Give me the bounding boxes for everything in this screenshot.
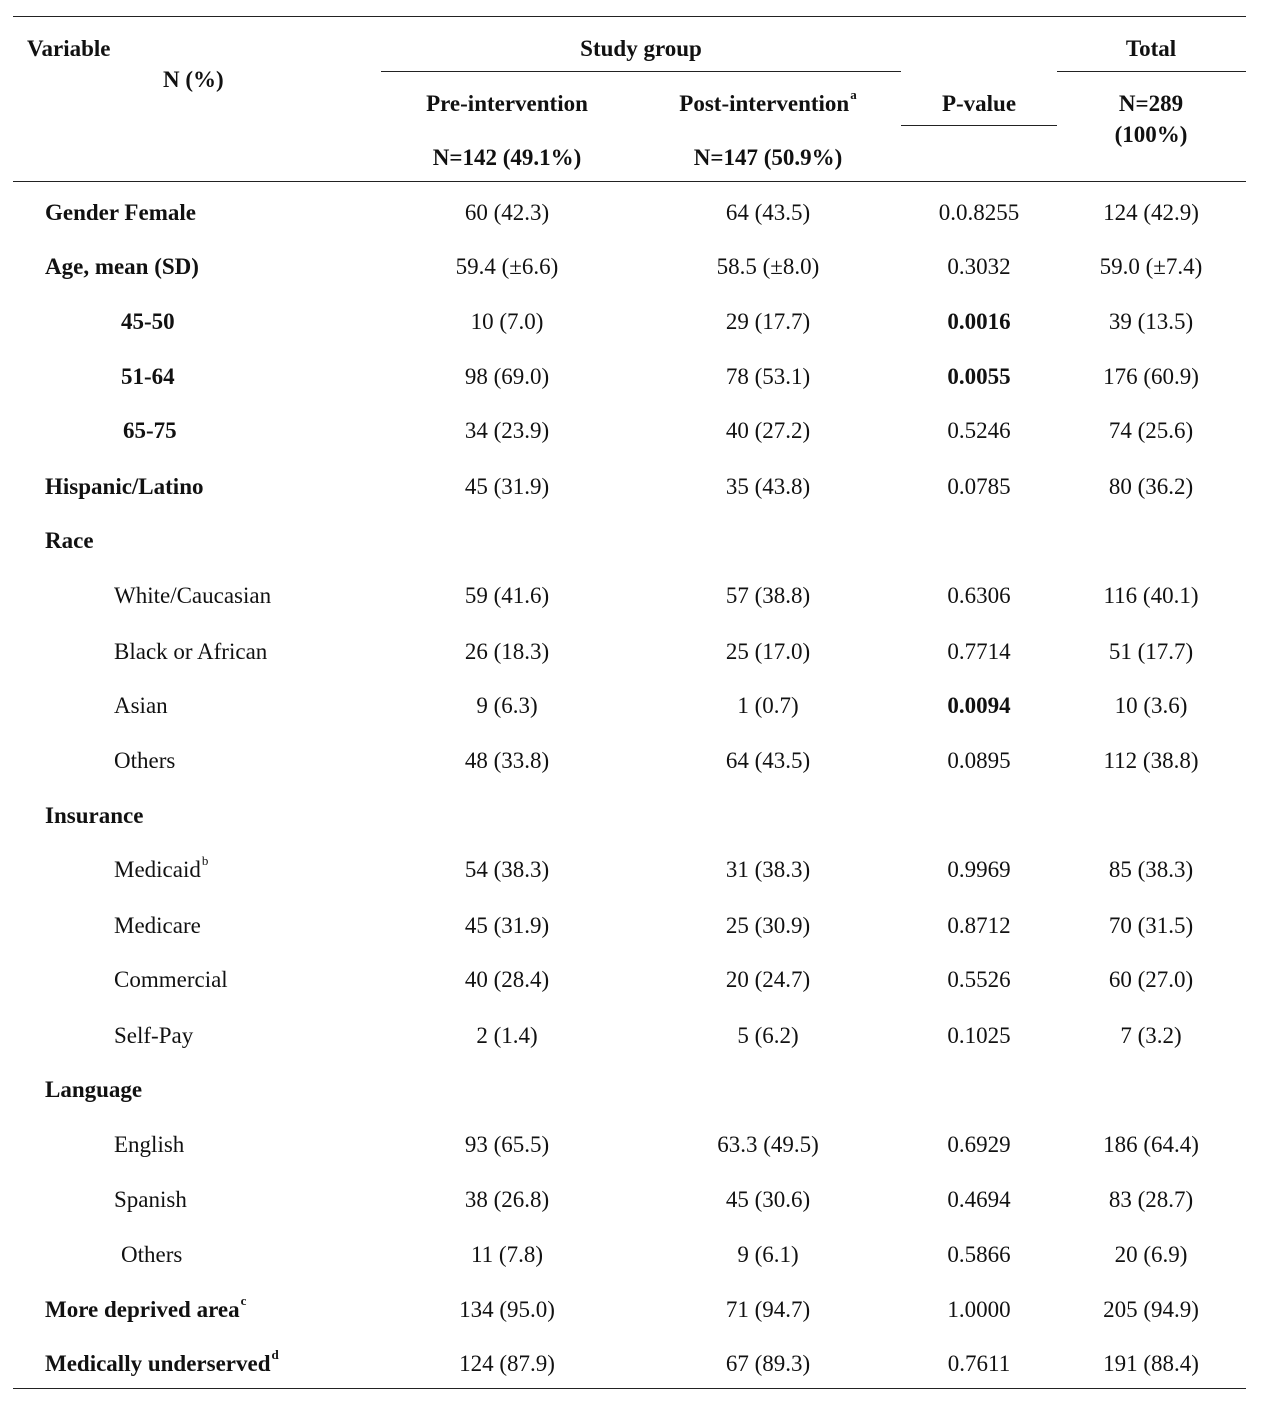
header-post-n: N=147 (50.9%) <box>693 145 843 170</box>
cell-post: 64 (43.5) <box>725 748 811 773</box>
row-label: 65-75 <box>123 418 177 443</box>
cell-pre: 48 (33.8) <box>464 748 550 773</box>
footnote-marker: d <box>271 1347 279 1362</box>
cell-total: 205 (94.9) <box>1103 1297 1199 1322</box>
table-top-rule <box>13 16 1246 17</box>
cell-total: 80 (36.2) <box>1108 474 1194 499</box>
cell-total: 85 (38.3) <box>1108 857 1194 882</box>
header-pre-n: N=142 (49.1%) <box>432 145 582 170</box>
cell-post: 57 (38.8) <box>725 583 811 608</box>
row-label: Hispanic/Latino <box>45 474 204 499</box>
header-total-n: N=289 <box>1118 91 1184 116</box>
cell-p: 0.0.8255 <box>938 200 1020 225</box>
row-label: Insurance <box>45 803 144 828</box>
cell-pre: 98 (69.0) <box>464 364 550 389</box>
cell-total: 51 (17.7) <box>1108 639 1194 664</box>
row-label: Spanish <box>114 1187 187 1212</box>
cell-p: 0.4694 <box>947 1187 1011 1212</box>
cell-post: 67 (89.3) <box>725 1351 811 1376</box>
row-label: Medicaid$^b$ <box>114 853 209 882</box>
cell-p: 0.1025 <box>947 1023 1011 1048</box>
header-pre-intervention: Pre-intervention <box>426 91 588 116</box>
cell-post: 35 (43.8) <box>725 474 811 499</box>
row-label: Asian <box>114 693 168 718</box>
row-label: Others <box>114 748 176 773</box>
cell-pre: 59.4 (±6.6) <box>455 254 559 279</box>
header-variable: Variable <box>27 36 111 61</box>
cell-p: 0.7611 <box>947 1351 1011 1376</box>
cell-pre: 40 (28.4) <box>464 967 550 992</box>
cell-total: 10 (3.6) <box>1114 693 1188 718</box>
cell-p: 0.6929 <box>947 1132 1011 1157</box>
row-label: More deprived area$^c$ <box>45 1293 247 1322</box>
cell-total: 176 (60.9) <box>1103 364 1199 389</box>
cell-post: 25 (17.0) <box>725 639 811 664</box>
header-pvalue: P-value <box>941 91 1017 116</box>
row-label: 45-50 <box>121 309 175 334</box>
header-n-percent: N (%) <box>163 67 224 92</box>
cell-p: 0.5526 <box>947 967 1011 992</box>
cell-pre: 34 (23.9) <box>464 418 550 443</box>
row-label: 51-64 <box>121 364 175 389</box>
cell-pre: 10 (7.0) <box>470 309 544 334</box>
cell-post: 40 (27.2) <box>725 418 811 443</box>
cell-p: 0.3032 <box>947 254 1011 279</box>
header-total-percent: (100%) <box>1114 122 1188 147</box>
cell-p: 0.5866 <box>947 1242 1011 1267</box>
footnote-marker: a <box>850 87 857 102</box>
cell-total: 60 (27.0) <box>1108 967 1194 992</box>
row-label: Others <box>121 1242 183 1267</box>
cell-p: 0.0055 <box>947 364 1011 389</box>
cell-total: 39 (13.5) <box>1108 309 1194 334</box>
cell-p: 0.0016 <box>947 309 1011 334</box>
row-label: Medically underserved$^d$ <box>45 1347 279 1376</box>
cell-total: 70 (31.5) <box>1108 913 1194 938</box>
cell-post: 64 (43.5) <box>725 200 811 225</box>
row-label: Commercial <box>114 967 228 992</box>
table-bottom-rule <box>13 1388 1246 1389</box>
header-study-group: Study group <box>580 36 702 61</box>
cell-pre: 124 (87.9) <box>459 1351 555 1376</box>
cell-p: 0.0094 <box>947 693 1011 718</box>
cell-p: 0.8712 <box>947 913 1011 938</box>
cell-total: 112 (38.8) <box>1103 748 1199 773</box>
cell-p: 0.6306 <box>947 583 1011 608</box>
row-label: Race <box>45 528 94 553</box>
pvalue-rule <box>901 125 1057 126</box>
row-label: Medicare <box>114 913 201 938</box>
cell-total: 124 (42.9) <box>1103 200 1199 225</box>
cell-total: 74 (25.6) <box>1108 418 1194 443</box>
cell-pre: 38 (26.8) <box>464 1187 550 1212</box>
cell-p: 0.7714 <box>947 639 1011 664</box>
cell-pre: 2 (1.4) <box>476 1023 538 1048</box>
cell-total: 7 (3.2) <box>1120 1023 1182 1048</box>
cell-pre: 45 (31.9) <box>464 913 550 938</box>
cell-post: 1 (0.7) <box>737 693 799 718</box>
cell-pre: 60 (42.3) <box>464 200 550 225</box>
footnote-marker: b <box>201 853 209 868</box>
cell-post: 25 (30.9) <box>725 913 811 938</box>
cell-p: 1.0000 <box>947 1297 1011 1322</box>
row-label: Gender Female <box>45 200 196 225</box>
cell-p: 0.0895 <box>947 748 1011 773</box>
cell-p: 0.0785 <box>947 474 1011 499</box>
cell-post: 71 (94.7) <box>725 1297 811 1322</box>
cell-pre: 11 (7.8) <box>471 1242 543 1267</box>
row-label: Language <box>45 1077 143 1102</box>
cell-post: 58.5 (±8.0) <box>716 254 820 279</box>
row-label: Self-Pay <box>114 1023 194 1048</box>
cell-p: 0.9969 <box>947 857 1011 882</box>
row-label: White/Caucasian <box>114 583 272 608</box>
cell-total: 186 (64.4) <box>1103 1132 1199 1157</box>
cell-post: 5 (6.2) <box>737 1023 799 1048</box>
cell-p: 0.5246 <box>947 418 1011 443</box>
cell-post: 63.3 (49.5) <box>717 1132 819 1157</box>
cell-post: 78 (53.1) <box>725 364 811 389</box>
header-total: Total <box>1125 36 1177 61</box>
header-post-intervention: Post-intervention$^a$ <box>679 87 857 116</box>
cell-total: 20 (6.9) <box>1114 1242 1188 1267</box>
row-label: Black or African <box>114 639 268 664</box>
cell-total: 59.0 (±7.4) <box>1099 254 1203 279</box>
cell-total: 83 (28.7) <box>1108 1187 1194 1212</box>
cell-pre: 9 (6.3) <box>476 693 538 718</box>
row-label: English <box>114 1132 185 1157</box>
cell-pre: 54 (38.3) <box>464 857 550 882</box>
cell-post: 9 (6.1) <box>737 1242 799 1267</box>
cell-post: 20 (24.7) <box>725 967 811 992</box>
cell-pre: 134 (95.0) <box>459 1297 555 1322</box>
cell-total: 116 (40.1) <box>1103 583 1199 608</box>
cell-pre: 45 (31.9) <box>464 474 550 499</box>
total-rule <box>1057 71 1246 72</box>
row-label: Age, mean (SD) <box>45 254 199 279</box>
cell-pre: 26 (18.3) <box>464 639 550 664</box>
study-group-rule <box>381 71 901 72</box>
footnote-marker: c <box>240 1293 247 1308</box>
cell-post: 45 (30.6) <box>725 1187 811 1212</box>
header-bottom-rule <box>13 181 1246 182</box>
cell-total: 191 (88.4) <box>1103 1351 1199 1376</box>
cell-post: 31 (38.3) <box>725 857 811 882</box>
cell-pre: 93 (65.5) <box>464 1132 550 1157</box>
cell-post: 29 (17.7) <box>725 309 811 334</box>
cell-pre: 59 (41.6) <box>464 583 550 608</box>
